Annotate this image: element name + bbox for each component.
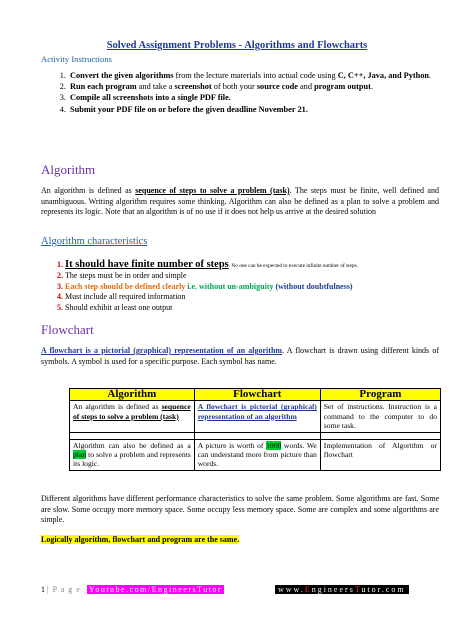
differences-paragraph: Different algorithms have different performance characteristics to solve the same problem. Some algorithms are fast. Some are slow. Some occupy more memory space. Some occupy less memory space. Some are complex and some algorithms are simple. <box>41 494 439 524</box>
table-row <box>70 439 441 470</box>
characteristic-item: 1. It should have finite number of steps. No one can be expected to execute infinite number of steps. <box>65 260 474 271</box>
table-header: Program <box>320 389 440 401</box>
table-cell: Implementation of Algorithm or flowchart <box>320 439 440 470</box>
instruction-item: 2. Run each program and take a screenshot of both your source code and program output. <box>68 81 468 92</box>
characteristics-heading: Algorithm characteristics <box>41 236 148 247</box>
flowchart-heading: Flowchart <box>41 322 94 337</box>
table-cell: A flowchart is pictorial (graphical) representation of an algorithm <box>194 401 320 432</box>
table-header: Flowchart <box>194 389 320 401</box>
page-label: | P a g e <box>47 585 81 594</box>
highlighted-note: Logically algorithm, flowchart and program are the same. <box>41 535 240 544</box>
characteristics-list <box>45 260 474 313</box>
page-footer <box>41 585 441 594</box>
characteristic-item: 2. The steps must be in order and simple <box>65 271 474 281</box>
table-cell: Set of instructions. Instruction is a command to the computer to do some task. <box>320 401 440 432</box>
algorithm-heading: Algorithm <box>41 162 96 177</box>
document-title: Solved Assignment Problems - Algorithms and Flowcharts <box>106 40 368 51</box>
table-row <box>70 401 441 432</box>
instruction-list <box>50 70 468 115</box>
activity-subheading: Activity Instructions <box>41 54 112 64</box>
instruction-item: 3. Compile all screenshots into a single PDF file. <box>68 92 468 103</box>
algorithm-paragraph: An algorithm is defined as sequence of steps to solve a problem (task). The steps must be finite, well defined and unambiguous. Writing algorithm requires some thinking. Algorithm can also be defined as a plan to solve a problem and represents its logic. Note that an algorithm is of no use if it does not help us arrive at the desired solution <box>41 186 439 216</box>
website-link[interactable]: www.EngineersTutor.com <box>275 585 409 594</box>
characteristic-item: 4. Must include all required information <box>65 292 474 302</box>
youtube-link[interactable]: Youtube.com/EngineersTutor <box>88 585 223 594</box>
table-header-row <box>70 389 441 401</box>
page-number: 1 <box>41 585 45 594</box>
instruction-item: 1. Convert the given algorithms from the lecture materials into actual code using C, C++, Java, and Python. <box>68 70 468 81</box>
instruction-item: 4. Submit your PDF file on or before the given deadline November 21. <box>68 104 468 115</box>
characteristic-item: 5. Should exhibit at least one output <box>65 303 474 313</box>
table-cell: An algorithm is defined as sequence of steps to solve a problem (task) <box>70 401 195 432</box>
table-header: Algorithm <box>70 389 195 401</box>
characteristic-item: 3. Each step should be defined clearly i.e. without un-ambiguity (without doubtfulness) <box>65 282 474 292</box>
table-cell: Algorithm can also be defined as a plan to solve a problem and represents its logic. <box>70 439 195 470</box>
flowchart-paragraph: A flowchart is a pictorial (graphical) representation of an algorithm. A flowchart is drawn using different kinds of symbols. A symbol is used for a specific purpose. Each symbol has name. <box>41 346 439 366</box>
table-cell: A picture is worth of 1000 words. We can understand more from picture than words. <box>194 439 320 470</box>
comparison-table <box>69 388 441 471</box>
table-spacer-row <box>70 432 441 439</box>
